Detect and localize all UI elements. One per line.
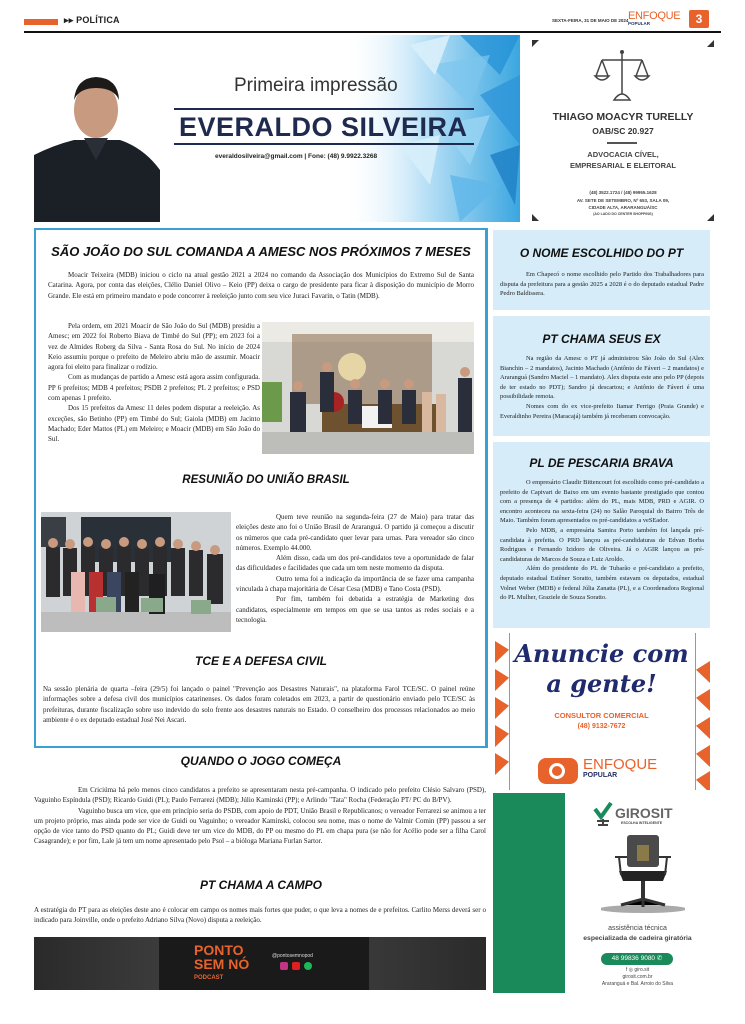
article-body [34, 905, 486, 926]
service-line: assistência técnica [608, 925, 667, 932]
website[interactable]: girosit.com.br [622, 974, 653, 980]
paragraph: Vaguinho busca um vice, que em princípio seria do PSDB, com apoio de PDT, União Brasil e Republicanos; o vereador Ferrarezi se animou a ter um projeto próprio, mas ainda pode ser vice de Guidi ou Vaguinho; o vereador Kaminski, colocou seu nome, mas o nome de Valmir Comin (PP) passou a ser opção de vice tanto do PSD quanto do PL; Guidi deve ter um vice do MDB, do PP ou mesmo do PL em chapa pura (se não for Acélio pode ser a filha Carol Casagrande); e por fim, Lale já tem um nome apresentado pelo Psol – a bióloga Mariana Furlan Sartor. [34, 806, 486, 846]
service-line: especializada de cadeira giratória [583, 935, 692, 942]
checkmark-chair-icon [593, 801, 613, 827]
column-pretitle: Primeira impressão [234, 75, 398, 96]
issue-date: SEXTA-FEIRA, 31 DE MAIO DE 2024 [552, 18, 629, 23]
ad-role: CONSULTOR COMERCIAL [554, 711, 649, 720]
paragraph: Outro tema foi a indicação da importância de se fazer uma campanha vinculada à chapa majoritária de César Cesa (MDB) e Tano Costa (PSD). [236, 574, 474, 594]
girosit-brand: GIROSIT [615, 805, 673, 821]
paragraph: Em Chapecó o nome escolhido pelo Partido dos Trabalhadores para disputa da prefeitura para a gestão 2025 a 2028 é o do deputado estadual Padre Pedro Baldissera. [500, 271, 704, 298]
title-rule-top [174, 108, 474, 110]
logo-top: ENFOQUE [583, 756, 658, 773]
paragraph: Na sessão plenária de quarta –feira (29/5) foi lançado o painel "Prevenção aos Desastres Naturais", na plataforma Farol TCE/SC. O painel reúne informações sobre a defesa civil dos municípios catarinenses. Os dados foram coletados em 2023, a partir de questionário enviado pelo TCE/SC às prefeituras, durante fiscalização sobre uso indevido do solo frente aos desastres naturais no Estado. O conselheiro dos processos relacionados ao meio ambiente é o ex deputado estadual José Nei Ascari. [43, 685, 475, 724]
podcast-title [194, 943, 249, 971]
enfoque-logo-icon [538, 758, 578, 784]
columnist-name: EVERALDO SILVEIRA [179, 112, 468, 142]
podcast-title-line: SEM NÓ [194, 956, 250, 972]
girosit-tagline: ESCOLHA INTELIGENTE [621, 821, 663, 825]
podcast-advertisement[interactable] [34, 937, 486, 990]
article-body [500, 354, 704, 421]
sidebar-article-box [493, 230, 710, 310]
lawyer-advertisement[interactable] [528, 38, 718, 223]
article-title: RESUNIÃO DO UNIÃO BRASIL [182, 474, 350, 486]
section-label[interactable]: ▸▸ POLÍTICA [64, 15, 120, 25]
ad-headline: a gente! [546, 669, 657, 698]
article-body [48, 321, 260, 445]
lawyer-address: AV. SETE DE SETEMBRO, Nº 653, SALA 09, [576, 198, 670, 203]
article-title: QUANDO O JOGO COMEÇA [180, 754, 342, 768]
divider [607, 142, 637, 144]
social-handle[interactable]: f ◎ giro.sit [625, 967, 650, 973]
article-body [48, 270, 474, 301]
podcast-center-panel [159, 937, 369, 990]
advertise-with-us-ad[interactable] [493, 633, 710, 790]
main-articles-box [34, 228, 488, 748]
page-number: 3 [689, 10, 709, 28]
practice-area-line: ADVOCACIA CÍVEL, [587, 150, 659, 159]
practice-area-line: EMPRESARIAL E ELEITORAL [570, 161, 676, 170]
paragraph: A estratégia do PT para as eleições deste ano é colocar em campo os nomes mais fortes que puder, o que leva a nomes de e prefeitos. Carlito Merss deverá ser o indicado para Joinville, onde o prefeito Adriano Silva (Novo) disputa a reeleição. [34, 906, 486, 925]
ad-headline: Anuncie com [514, 639, 689, 668]
paragraph: O empresário Claudir Bittencourt foi escolhido como pré-candidato a prefeito de Capivari de Baixo em um evento bastante prestigiado que contou com a presença de 4 partidos: além do PL, mais MDB, PRD e AGIR. O encontro aconteceu na sexta-feira (24) no Salão Paroquial do Bairro Três de Maio. Também foram apresentados os pré-candidatos a veSEador. [500, 479, 704, 525]
corner-mark [707, 40, 714, 47]
spotify-icon[interactable] [304, 962, 312, 970]
paragraph: Além do presidente do PL de Tubarão e pré-candidato a prefeito, deputado estadual Estêner Soratto, também estavam os deputados, estadual Volnei Weber (MDB) e federal Júlia Zanatta (PL), e a Coordenadora Regional do PL Mulher, Graziele de Souza Soratto. [500, 565, 704, 602]
article-title: PT CHAMA A CAMPO [200, 878, 322, 892]
whatsapp-icon: ✆ [656, 955, 663, 962]
logo-bottom: POPULAR [583, 772, 618, 779]
article-body [500, 270, 704, 299]
title-rule-bottom [174, 143, 474, 145]
location: Araranguá e Bal. Arroio do Silva [601, 981, 674, 987]
columnist-contact[interactable]: everaldosilveira@gmail.com | Fone: (48) 9.9922.3268 [215, 153, 378, 160]
paragraph: Quem teve reunião na segunda-feira (27 de Maio) para tratar das eleições deste ano foi o União Brasil de Araranguá. O partido já começou a discutir os números que cada pré-candidato quer levar para urnas. Para vereador são cinco números. Exemplo 44.000. [236, 513, 474, 552]
amesc-event-photo [262, 322, 474, 454]
paragraph: Além disso, cada um dos pré-candidatos teve a oportunidade de falar das dificuldades e facilidades que cada um tem neste momento da disputa. [236, 554, 474, 573]
columnist-photo [34, 60, 160, 222]
girosit-advertisement[interactable] [493, 793, 710, 993]
article-body [500, 478, 704, 603]
decorative-flag [696, 745, 710, 767]
article-title: SÃO JOÃO DO SUL COMANDA A AMESC NOS PRÓXIMOS 7 MESES [51, 244, 471, 259]
corner-mark [532, 40, 539, 47]
paragraph: Com as mudanças de partido a Amesc está agora assim configurada. PP 6 prefeitos; MDB 4 prefeitos; PSDB 2 prefeitos; PL 2 prefeitos; e PSD com apenas 1 prefeito. [48, 373, 260, 403]
lawyer-address: CIDADE ALTA, ARARANGUÁ/SC [588, 205, 658, 210]
article-title: PT CHAMA SEUS EX [542, 332, 661, 346]
phone-number: 48 99836 9080 [611, 955, 656, 962]
green-panel [493, 793, 565, 993]
paragraph: Dos 15 prefeitos da Amesc 11 deles podem disputar a reeleição. As exceções, são Betinho (PP) em Timbé do Sul; Gaiola (MDB) em Jacinto Machado; Eder Mattos (PL) em Meleiro; e Moacir (MDB) em São João do Sul. [48, 404, 260, 444]
section-accent-bar [24, 19, 58, 25]
scales-of-justice-icon [592, 48, 652, 103]
enfoque-logo-text [583, 757, 657, 779]
whatsapp-phone-button[interactable] [601, 953, 673, 965]
article-title: O NOME ESCOLHIDO DO PT [519, 246, 684, 260]
lawyer-address-note: (AO LADO DO CENTER SHOPPING) [593, 212, 653, 216]
columnist-banner [34, 35, 520, 222]
paragraph: Nomes com do ex vice-prefeito Itamar Ferrigo (Praia Grande) e Everaldinho Pereira (Maracajá) também já receberam convocação. [500, 402, 704, 420]
uniao-brasil-group-photo [41, 512, 231, 632]
sidebar-article-box [493, 442, 710, 628]
sidebar-article-box [493, 316, 710, 436]
paragraph: Pela ordem, em 2021 Moacir de São João do Sul (MDB) presidiu a Amesc; em 2022 foi Roberto Biava de Timbé do Sul (PP); em 2023 foi a vez de Almides Roberg da Silva - Santa Rosa do Sul. No início de 2024 Keio assumiu porque o prefeito de Meleiro abriu mão de assumir. Moacir agora foi eleito para finalizar o rodízio. [48, 322, 260, 372]
paragraph: Pelo MDB, a empresária Samira Porto também foi lançada pré-candidata à prefeita. O PRD lançou as pré-candidaturas de Edvan Borba Rodrigues e Fernando Izidoro de Oliveira. Já o AGIR lançou as pré-candidaturas de Marcos de Souza e Luiz Aroldo. [500, 526, 704, 563]
youtube-icon[interactable] [292, 962, 300, 970]
lawyer-phones[interactable]: (48) 3522.1724 / (48) 99955.1628 [589, 190, 657, 195]
podcast-title-line: PONTO [194, 942, 244, 958]
decorative-flag [495, 753, 509, 775]
paragraph: Na região da Amesc o PT já administrou São João do Sul (Alex Bianchin – 2 mandatos), Jacinto Machado (Antônio de Fáveri – 2 mandatos) e Araranguá (Sandro Maciel – 1 mandato). Alex disputa este ano pelo PP (depois de ter estado no PDT); Sandro já descartou; e Antônio de Fáveri é uma possibilidade remota. [500, 355, 704, 401]
lawyer-oab: OAB/SC 20.927 [592, 126, 654, 136]
decorative-flag [696, 771, 710, 790]
newspaper-logo[interactable] [628, 11, 680, 27]
paragraph: Moacir Teixeira (MDB) iniciou o ciclo na atual gestão 2021 a 2024 no comando da Associação dos Municípios do Extremo Sul de Santa Catarina. Agora, por conta das eleições, Clélio Daniel Olivo – Keio (PP) deixa o cargo de presidente para ficar à disposição do município de Morro Grande. Ele está em primeiro mandato e pode concorrer à reeleição junto com seu vice Juraci Favarin, o Tatin (MDB). [48, 271, 474, 300]
logo-top-text: ENFOQUE [628, 10, 681, 22]
office-chair-image [601, 831, 685, 921]
practice-area [528, 149, 718, 171]
article-body [236, 512, 474, 625]
page-header [0, 0, 745, 32]
lawyer-name: THIAGO MOACYR TURELLY [552, 111, 694, 123]
header-divider [24, 31, 721, 33]
paragraph: Por fim, também foi debatida a estratégia de Marketing dos candidatos, especialmente em tempos em que se usa tantos as redes sociais e a tecnologia. [236, 595, 474, 624]
paragraph: Em Criciúma há pelo menos cinco candidatos a prefeito se apresentaram nesta pré-campanha. O indicado pelo prefeito Clésio Salvaro (PSD), Vaguinho Espíndula (PSD); Ricardo Guidi (PL); Paulo Ferrarezi (MDB); Júlio Kaminski (PP); e Arlindo "Tata" Rocha (Federação PT/ PC do B/PV). [34, 786, 486, 805]
ad-phone[interactable]: (48) 9132-7672 [577, 723, 626, 730]
podcast-label: PODCAST [194, 975, 224, 981]
logo-bottom-text: POPULAR [628, 21, 651, 26]
article-title: TCE E A DEFESA CIVIL [194, 654, 327, 668]
article-body [43, 684, 475, 725]
instagram-icon[interactable] [280, 962, 288, 970]
article-title: PL DE PESCARIA BRAVA [529, 456, 674, 470]
article-body [34, 785, 486, 847]
podcast-handle[interactable]: @pontosemnopod [272, 953, 313, 959]
